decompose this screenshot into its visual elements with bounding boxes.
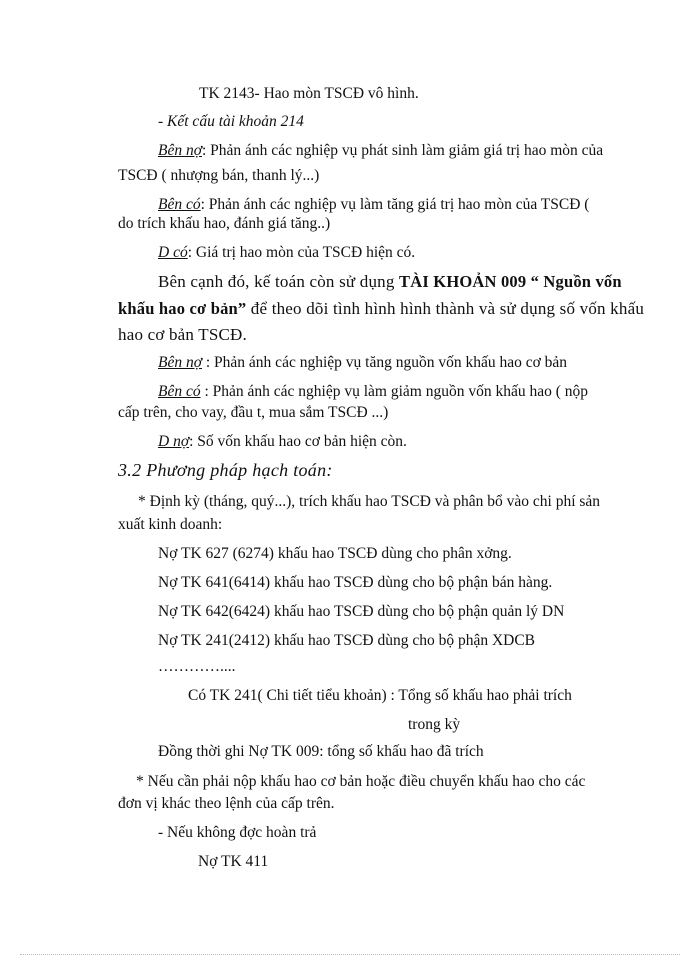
text-line: cấp trên, cho vay, đầu t, mua sắm TSCĐ ...) [118,404,389,421]
entry-line: Nợ TK 642(6424) khấu hao TSCĐ dùng cho bộ phận quản lý DN [158,603,565,620]
line-text: Bên cạnh đó, kế toán còn sử dụng [158,272,400,291]
entry-line: Có TK 241( Chi tiết tiểu khoản) : Tổng số khấu hao phải trích [188,687,572,704]
credit-label: Bên có [158,196,201,213]
line-text: để theo dõi tình hình hình thành và sử dụng số vốn khấu [246,299,645,318]
line-text: : Phản ánh các nghiệp vụ tăng nguồn vốn khấu hao cơ bản [202,354,568,371]
text-line: do trích khấu hao, đánh giá tăng..) [118,215,331,232]
text-line: hao cơ bản TSCĐ. [118,325,247,344]
bold-account-name: TÀI KHOẢN 009 “ Nguồn vốn [399,272,622,291]
text-line [158,382,588,402]
page-bottom-divider [20,954,680,955]
text-line [158,432,407,452]
line-text: : Giá trị hao mòn của TSCĐ hiện có. [187,244,416,261]
text-line: - Nếu không đợc hoàn trả [158,824,317,841]
text-line [158,272,622,292]
text-line [158,141,603,161]
section-subheading: - Kết cấu tài khoản 214 [158,113,304,130]
text-line: xuất kinh doanh: [118,516,223,533]
entry-line: Nợ TK 627 (6274) khấu hao TSCĐ dùng cho phân xởng. [158,545,512,562]
debit-label: Bên nợ [158,354,202,371]
line-text: : Phản ánh các nghiệp vụ làm giảm nguồn vốn khấu hao ( nộp [200,383,589,400]
text-line: * Định kỳ (tháng, quý...), trích khấu hao TSCĐ và phân bổ vào chi phí sản [138,493,601,510]
line-text: : Phản ánh các nghiệp vụ phát sinh làm giảm giá trị hao mòn của [202,142,604,159]
balance-label: D nợ [158,433,190,450]
text-line: Đồng thời ghi Nợ TK 009: tổng số khấu hao đã trích [158,743,484,760]
entry-line: Nợ TK 641(6414) khấu hao TSCĐ dùng cho bộ phận bán hàng. [158,574,553,591]
debit-label: Bên nợ [158,142,202,159]
text-line: * Nếu cần phải nộp khấu hao cơ bản hoặc điều chuyển khấu hao cho các [136,773,586,790]
section-heading: 3.2 Phương pháp hạch toán: [118,460,333,480]
line-text: : Phản ánh các nghiệp vụ làm tăng giá trị hao mòn của TSCĐ ( [200,196,590,213]
text-line: TSCĐ ( nhượng bán, thanh lý...) [118,167,320,184]
entry-line: Nợ TK 411 [198,853,269,870]
balance-label: D có [158,244,188,261]
text-line: TK 2143- Hao mòn TSCĐ vô hình. [199,85,419,102]
ellipsis-line: ………….... [158,658,236,675]
text-line [118,299,644,319]
text-line [158,243,415,263]
line-text: : Số vốn khấu hao cơ bản hiện còn. [189,433,407,450]
text-line: đơn vị khác theo lệnh của cấp trên. [118,795,335,812]
entry-line: trong kỳ [408,716,461,733]
text-line [158,195,589,215]
bold-account-name: khấu hao cơ bản” [118,299,247,318]
credit-label: Bên có [158,383,201,400]
entry-line: Nợ TK 241(2412) khấu hao TSCĐ dùng cho bộ phận XDCB [158,632,536,649]
text-line [158,353,567,373]
